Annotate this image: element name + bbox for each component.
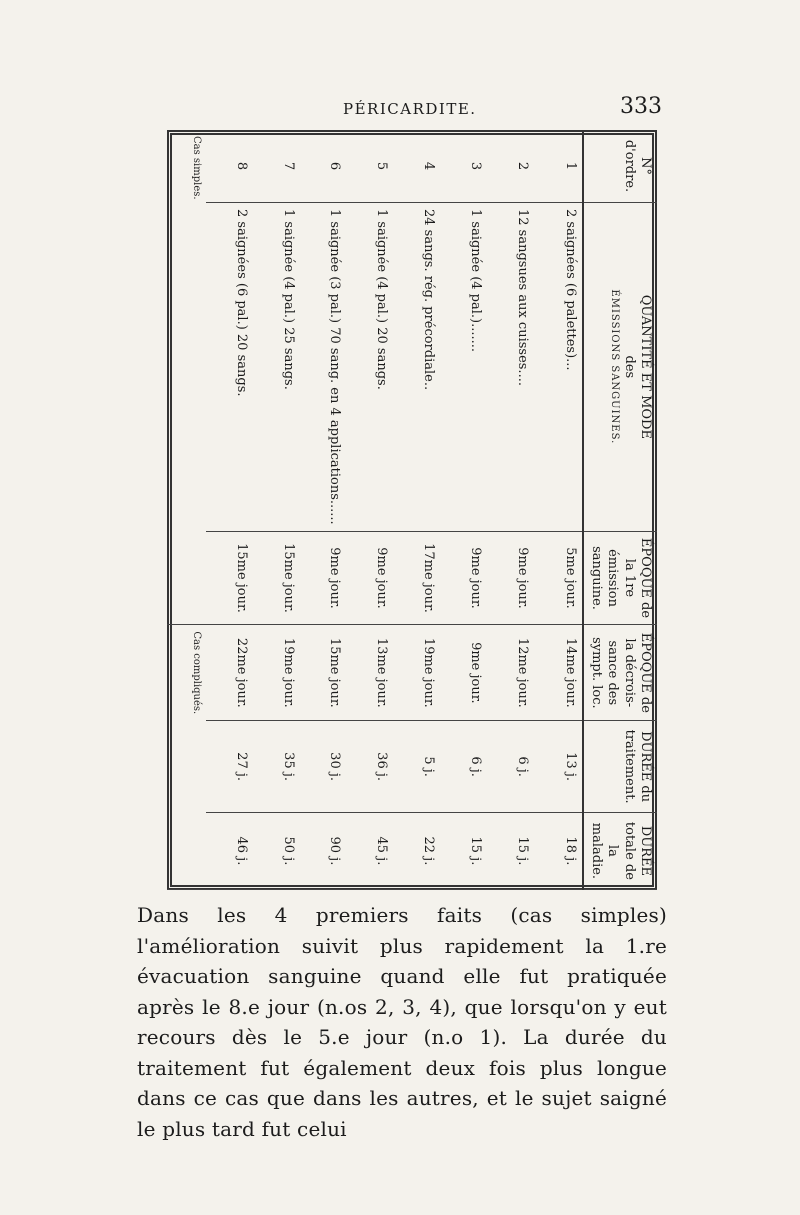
row-first: 9me jour. (347, 531, 394, 625)
row-total: 45 j. (347, 812, 394, 889)
row-num: 2 (487, 130, 534, 203)
row-total: 46 j. (206, 812, 253, 889)
group-labels-row (167, 130, 206, 890)
paragraph-text: Dans les 4 premiers faits (cas simples) l'amélioration suivit plus rapidement la 1.re évacuation sanguine quand elle fut pratiquée après le 8.e jour (n.os 2, 3, 4), que lorsqu'on y eut recours dès le 5.e jour (n.o 1). La durée du traitement fut également deux fois plus longue dans ce cas que dans les autres, et le sujet saigné le plus tard fut celui (137, 903, 667, 1141)
row-mode: 1 saignée (4 pal.) 20 sangs. (347, 203, 394, 532)
cases-table (167, 130, 657, 890)
table-row (393, 130, 440, 890)
running-head (0, 96, 800, 126)
row-decrease: 22me jour. (206, 625, 253, 721)
header-epoque-first: ÉPOQUE de la 1re émission sanguine. (583, 531, 657, 625)
table-row (300, 130, 347, 890)
row-decrease: 12me jour. (487, 625, 534, 721)
table-row (347, 130, 394, 890)
row-treatment: 13 j. (534, 721, 583, 812)
table-row (487, 130, 534, 890)
table-row (206, 130, 253, 890)
row-first: 15me jour. (253, 531, 300, 625)
row-num: 5 (347, 130, 394, 203)
table-row (440, 130, 487, 890)
row-treatment: 5 j. (393, 721, 440, 812)
row-treatment: 6 j. (487, 721, 534, 812)
row-total: 90 j. (300, 812, 347, 889)
row-treatment: 35 j. (253, 721, 300, 812)
header-mode (583, 203, 657, 532)
row-first: 9me jour. (300, 531, 347, 625)
row-first: 9me jour. (487, 531, 534, 625)
table-row (253, 130, 300, 890)
table-row (534, 130, 583, 890)
row-num: 8 (206, 130, 253, 203)
row-decrease: 13me jour. (347, 625, 394, 721)
row-mode: 1 saignée (4 pal.) 25 sangs. (253, 203, 300, 532)
row-mode: 2 saignées (6 palettes)... (534, 203, 583, 532)
row-total: 50 j. (253, 812, 300, 889)
row-mode: 12 sangsues aux cuisses.... (487, 203, 534, 532)
row-mode: 1 saignée (3 pal.) 70 sang. en 4 applications...... (300, 203, 347, 532)
header-duree-treatment: DURÉE du traitement. (583, 721, 657, 812)
row-decrease: 15me jour. (300, 625, 347, 721)
body-paragraph (137, 900, 667, 1144)
row-first: 9me jour. (440, 531, 487, 625)
row-num: 6 (300, 130, 347, 203)
row-first: 5me jour. (534, 531, 583, 625)
row-num: 4 (393, 130, 440, 203)
row-decrease: 19me jour. (393, 625, 440, 721)
row-mode: 2 saignées (6 pal.) 20 sangs. (206, 203, 253, 532)
group-label-simple: Cas simples. (167, 130, 206, 625)
row-total: 15 j. (440, 812, 487, 889)
row-decrease: 19me jour. (253, 625, 300, 721)
header-duree-total: DURÉE totale de la maladie. (583, 812, 657, 889)
row-num: 7 (253, 130, 300, 203)
running-title: PÉRICARDITE. (343, 100, 477, 118)
header-mode-title: QUANTITÉ ET MODE (638, 294, 653, 439)
header-mode-des: des (621, 355, 637, 379)
page-number: 333 (620, 94, 662, 119)
row-decrease: 9me jour. (440, 625, 487, 721)
row-total: 22 j. (393, 812, 440, 889)
row-total: 15 j. (487, 812, 534, 889)
row-treatment: 30 j. (300, 721, 347, 812)
header-num: N° d'ordre. (583, 130, 657, 203)
row-treatment: 36 j. (347, 721, 394, 812)
row-num: 1 (534, 130, 583, 203)
row-num: 3 (440, 130, 487, 203)
row-first: 15me jour. (206, 531, 253, 625)
cases-table-frame (167, 130, 657, 890)
row-decrease: 14me jour. (534, 625, 583, 721)
header-epoque-decrease: ÉPOQUE de la décrois-sance des sympt. loc. (583, 625, 657, 721)
row-total: 18 j. (534, 812, 583, 889)
header-mode-small: ÉMISSIONS SANGUINES. (609, 289, 621, 445)
row-treatment: 27 j. (206, 721, 253, 812)
row-treatment: 6 j. (440, 721, 487, 812)
group-label-complex: Cas compliqués. (167, 625, 206, 890)
row-first: 17me jour. (393, 531, 440, 625)
row-mode: 1 saignée (4 pal.)....... (440, 203, 487, 532)
row-mode: 24 sangs. rég. précordiale.. (393, 203, 440, 532)
